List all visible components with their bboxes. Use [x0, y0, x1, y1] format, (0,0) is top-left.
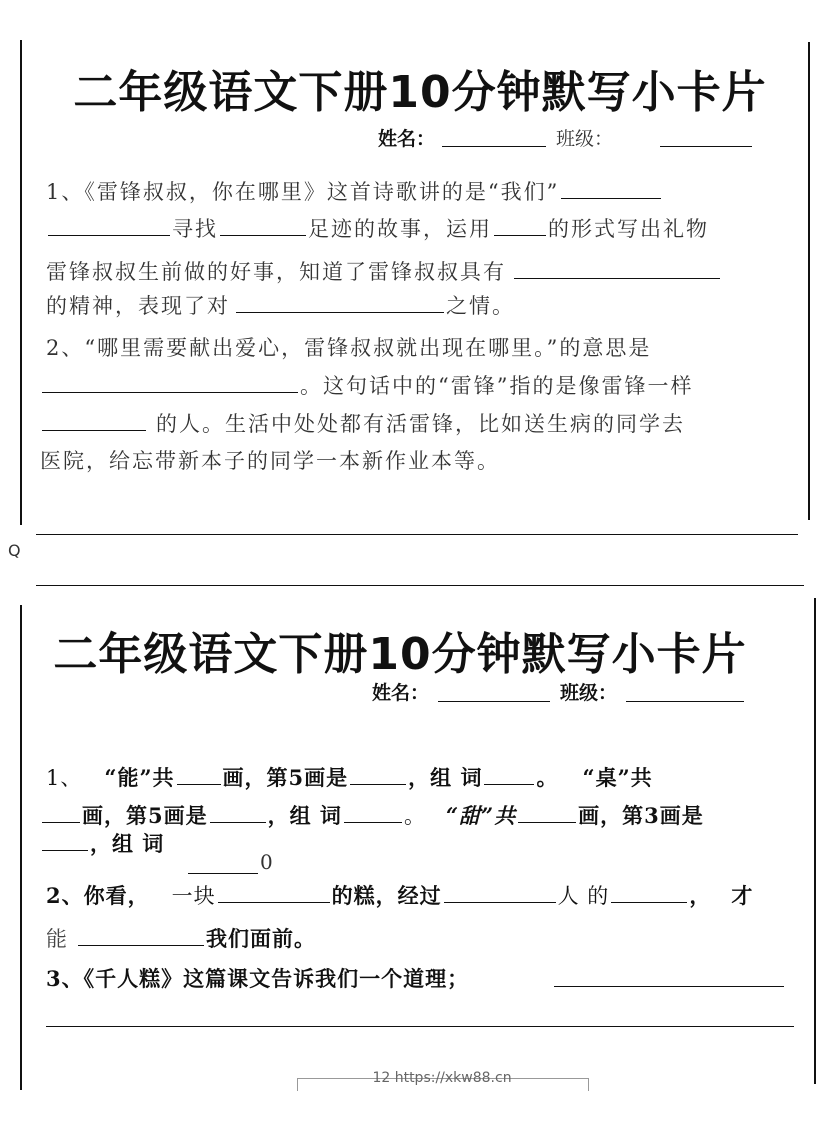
card1-q2-line1: 2、“哪里需要献出爱心，雷锋叔叔就出现在哪里。”的意思是	[46, 336, 652, 360]
card2-q1-text-7: ，组 词	[267, 803, 342, 828]
card1-q1-blank-5[interactable]	[514, 277, 720, 279]
card2-q1-blank-3[interactable]	[484, 783, 534, 785]
card2-q1-blank-9[interactable]	[188, 872, 258, 874]
card1-q1-blank-4[interactable]	[494, 234, 546, 236]
card1-q2-blank-2[interactable]	[42, 429, 146, 431]
card2-q2-text-5: ，	[689, 883, 712, 908]
card2-q1-blank-4[interactable]	[42, 821, 80, 823]
card2-q1-text-6: 画，第5画是	[82, 803, 208, 828]
card2-q1-text-8: 。	[403, 804, 426, 828]
card2-q1-blank-6[interactable]	[344, 821, 402, 823]
card1-q1-text-1: 1、《雷锋叔叔，你在哪里》这首诗歌讲的是“我们”	[46, 180, 560, 204]
card2-q2-blank-3[interactable]	[611, 901, 687, 903]
card2-q1-blank-1[interactable]	[177, 783, 221, 785]
card1-q1-line2	[46, 213, 709, 243]
card1-q1-text-5: 雷锋叔叔生前做的好事，知道了雷锋叔叔具有	[46, 260, 506, 284]
card2-q1-line1	[46, 762, 653, 792]
card1-q2-text-3: 的人。生活中处处都有活雷锋，比如送生病的同学去	[156, 412, 685, 436]
card2-title: 二年级语文下册10分钟默写小卡片	[53, 629, 747, 680]
card2-q3-answer-line[interactable]	[46, 1026, 794, 1027]
card1-q1-blank-1[interactable]	[561, 197, 661, 199]
card1-q1-text-2: 寻找	[172, 217, 218, 241]
card2-class-label: 班级：	[560, 682, 618, 704]
card2-q2-line2	[46, 923, 316, 953]
card1-q1-line3	[46, 256, 722, 286]
card2-q2-text-8: 我们面前。	[206, 926, 316, 951]
card2-top-rule	[36, 585, 804, 586]
card2-q1-text-9: “甜”共	[445, 803, 517, 828]
card2-q3-text: 3、《千人糕》这篇课文告诉我们一个道理；	[46, 966, 470, 991]
card2-q1-num: 1、	[46, 766, 83, 790]
card2-q2-text-2: 一块	[171, 884, 216, 908]
card1-bottom-rule	[36, 534, 798, 535]
card2-q1-text-11: ，组 词	[90, 831, 165, 856]
card2-q1-blank-8[interactable]	[42, 849, 88, 851]
card1-q1-line1	[46, 176, 663, 206]
card2-q1-text-10: 画，第3画是	[578, 803, 704, 828]
card1-q2-line3	[40, 408, 685, 438]
card1-title: 二年级语文下册10分钟默写小卡片	[73, 67, 767, 118]
card2-q1-line3	[40, 828, 164, 858]
card2-q1-text-3: ，组 词	[408, 765, 483, 790]
card2-name-label: 姓名：	[372, 682, 430, 704]
card2-q2-text-6: 才	[731, 883, 754, 908]
footer-url[interactable]: 12 https://xkw88.cn	[372, 1070, 512, 1086]
card1-q2-line2	[40, 370, 693, 400]
card2-q1-stray-digit: 0	[260, 850, 273, 874]
card1-name-label: 姓名：	[378, 128, 436, 150]
card1-q1-text-4: 的形式写出礼物	[548, 217, 709, 241]
card2-q1-blank-5[interactable]	[210, 821, 266, 823]
card2-q2-text-4: 人 的	[557, 884, 610, 908]
card2-q3-blank-1[interactable]	[554, 985, 784, 987]
card2-q1-blank-7[interactable]	[518, 821, 576, 823]
card2-class-blank[interactable]	[626, 700, 744, 702]
card2-q2-blank-2[interactable]	[444, 901, 556, 903]
card1-q1-blank-3[interactable]	[220, 234, 306, 236]
card1-q2-line4: 医院，给忘带新本子的同学一本新作业本等。	[40, 449, 500, 473]
card1-q1-text-7: 之情。	[446, 294, 515, 318]
card1-q2-text-2: 。这句话中的“雷锋”指的是像雷锋一样	[300, 374, 694, 398]
card1-q1-text-3: 足迹的故事，运用	[308, 217, 492, 241]
card2-q2-text-7: 能	[46, 927, 68, 951]
card1-q1-blank-2[interactable]	[48, 234, 170, 236]
card2-q2-line1	[46, 880, 753, 910]
card1-q1-text-6: 的精神，表现了对	[46, 294, 230, 318]
card1-q2-blank-1[interactable]	[42, 391, 298, 393]
card2-q3-line1	[46, 963, 469, 993]
separator-mark: Q	[8, 541, 21, 560]
card2-q1-text-5: “桌”共	[582, 765, 653, 790]
card2-q1-text-2: 画，第5画是	[222, 765, 349, 790]
card2-q1-blank-2[interactable]	[350, 783, 406, 785]
card2-q1-text-1: “能”共	[104, 765, 175, 790]
card1-class-blank[interactable]	[660, 145, 752, 147]
card2-name-blank[interactable]	[438, 700, 550, 702]
card1-class-label: 班级：	[556, 128, 614, 150]
card2-q1-line2	[40, 800, 704, 830]
card2-q2-blank-4[interactable]	[78, 944, 204, 946]
card1-q1-blank-6[interactable]	[236, 311, 444, 313]
card2-q2-text-1: 2、你看，	[46, 883, 150, 908]
card1-q1-line4	[46, 290, 515, 320]
card2-q2-text-3: 的糕，经过	[331, 883, 442, 908]
card1-name-blank[interactable]	[442, 145, 546, 147]
card2-q2-blank-1[interactable]	[218, 901, 330, 903]
card2-q1-text-4: 。	[536, 765, 559, 790]
